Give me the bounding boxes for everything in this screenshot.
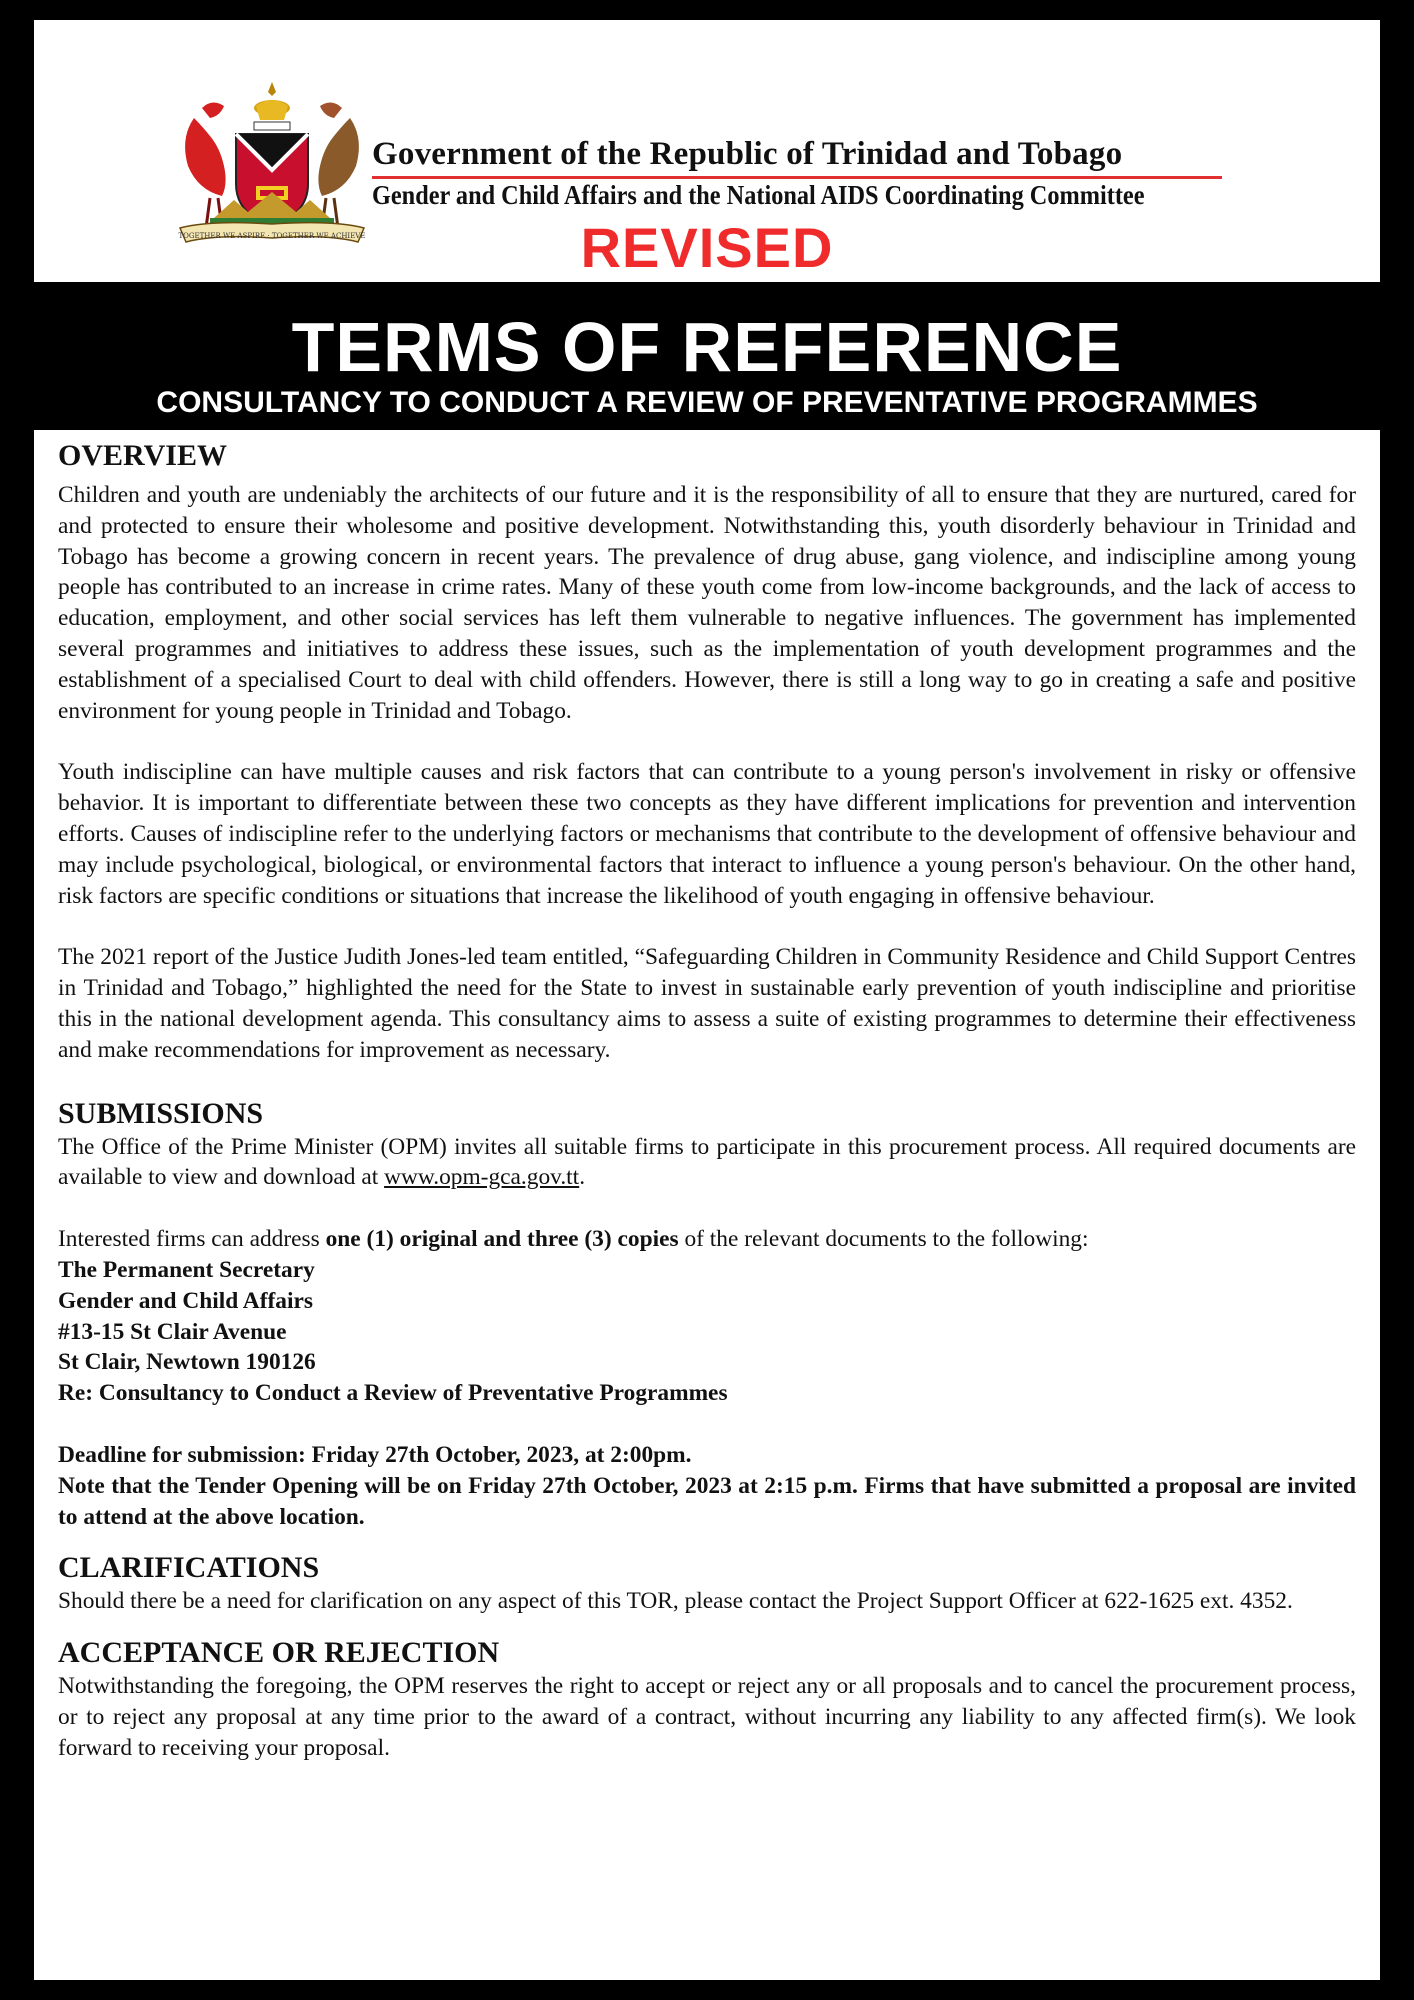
tender-opening-note: Note that the Tender Opening will be on Friday 27th October, 2023 at 2:15 p.m. Firms that have submitted a proposal are invited to attend at the above location. — [58, 1472, 1356, 1530]
document-subtitle: CONSULTANCY TO CONDUCT A REVIEW OF PREVENTATIVE PROGRAMMES — [156, 386, 1258, 419]
overview-paragraph: Children and youth are undeniably the architects of our future and it is the responsibility of all to ensure that they are nurtured, cared for and protected to ensure their wholesome and positive development. Notwithstanding this, youth disorderly behaviour in Trinidad and Tobago has become a growing concern in recent years. The prevalence of drug abuse, gang violence, and indiscipline among young people has contributed to an increase in crime rates. Many of these youth come from low-income backgrounds, and the lack of access to education, employment, and other social services has left them vulnerable to negative influences. The government has implemented several programmes and initiatives to address these issues, such as the implementation of youth development programmes and the establishment of a specialised Court to deal with child offenders. However, there is still a long way to go in creating a safe and positive environment for young people in Trinidad and Tobago. — [58, 482, 1356, 724]
submissions-intro-end: . — [579, 1164, 586, 1191]
address-line: St Clair, Newtown 190126 — [58, 1349, 316, 1376]
overview-paragraph: The 2021 report of the Justice Judith Jones-led team entitled, “Safeguarding Children in Community Residence and Child Support Centres in Trinidad and Tobago,” highlighted the need for the State to invest in sustainable early prevention of youth indiscipline and prioritise this in the national development agenda. This consultancy aims to assess a suite of existing programmes to determine their effectiveness and make recommendations for improvement as necessary. — [58, 944, 1356, 1063]
acceptance-text: Notwithstanding the foregoing, the OPM reserves the right to accept or reject any or all proposals and to cancel the procurement process, or to reject any proposal at any time prior to the award of a contract, without incurring any liability to any affected firm(s). We look forward to receiving your proposal. — [58, 1673, 1356, 1761]
government-title: Government of the Republic of Trinidad and Tobago — [372, 136, 1123, 172]
address-intro-text: Interested firms can address — [58, 1226, 326, 1253]
address-line: #13-15 St Clair Avenue — [58, 1318, 287, 1345]
submissions-heading: SUBMISSIONS — [58, 1096, 264, 1130]
address-intro-end: of the relevant documents to the following: — [678, 1226, 1089, 1253]
address-reference: Re: Consultancy to Conduct a Review of Preventative Programmes — [58, 1380, 728, 1407]
clarifications-text: Should there be a need for clarification on any aspect of this TOR, please contact the Project Support Officer at 622-1625 ext. 4352. — [58, 1588, 1293, 1615]
document-page — [34, 20, 1380, 1980]
overview-heading: OVERVIEW — [58, 439, 227, 472]
copies-requirement: one (1) original and three (3) copies — [325, 1226, 679, 1253]
revised-label: REVISED — [580, 216, 834, 279]
crest-motto: TOGETHER WE ASPIRE · TOGETHER WE ACHIEVE — [178, 232, 366, 240]
title-divider — [372, 176, 1222, 179]
acceptance-heading: ACCEPTANCE OR REJECTION — [58, 1636, 500, 1670]
address-line: The Permanent Secretary — [58, 1256, 315, 1283]
submissions-intro-text: The Office of the Prime Minister (OPM) invites all suitable firms to participate in this procurement process. All required documents are available to view and download at — [58, 1133, 1356, 1191]
address-line: Gender and Child Affairs — [58, 1287, 313, 1314]
clarifications-heading: CLARIFICATIONS — [58, 1551, 320, 1585]
address-intro — [58, 1224, 1356, 1255]
document-body — [58, 438, 1356, 1764]
document-title: TERMS OF REFERENCE — [291, 308, 1123, 386]
submissions-intro — [58, 1132, 1356, 1194]
title-banner — [34, 282, 1380, 430]
submission-deadline: Deadline for submission: Friday 27th October, 2023, at 2:00pm. — [58, 1441, 692, 1468]
overview-paragraph: Youth indiscipline can have multiple causes and risk factors that can contribute to a young person's involvement in risky or offensive behavior. It is important to differentiate between these two concepts as they have different implications for prevention and intervention efforts. Causes of indiscipline refer to the underlying factors or mechanisms that contribute to the development of offensive behaviour and may include psychological, biological, or environmental factors that interact to influence a young person's behaviour. On the other hand, risk factors are specific conditions or situations that increase the likelihood of youth engaging in offensive behaviour. — [58, 759, 1356, 909]
letterhead — [34, 20, 1380, 282]
opm-website-link[interactable]: www.opm-gca.gov.tt — [384, 1164, 580, 1191]
ministry-subtitle: Gender and Child Affairs and the National AIDS Coordinating Committee — [372, 180, 1145, 210]
